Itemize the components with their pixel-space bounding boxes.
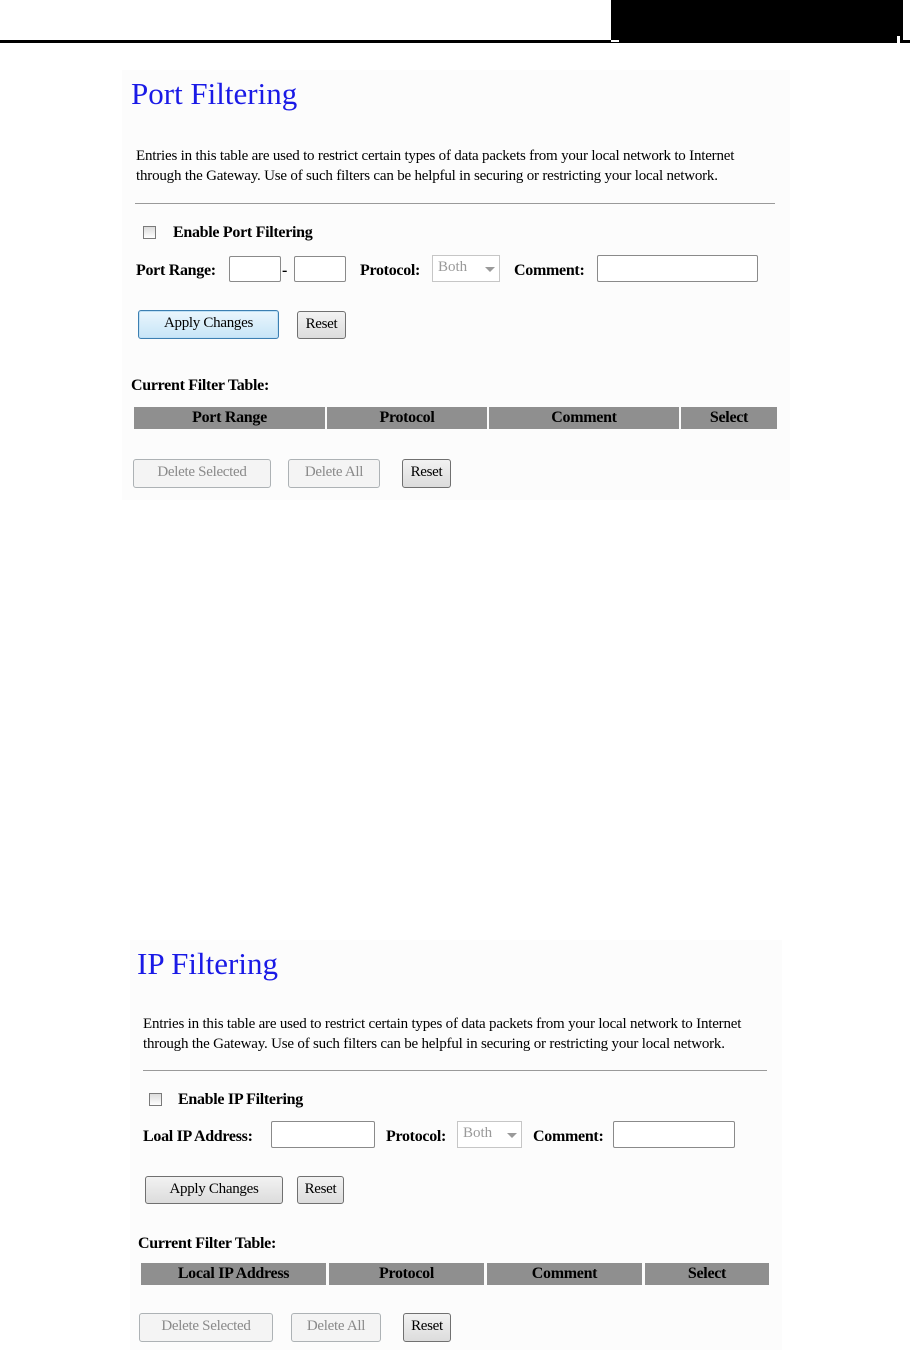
port-table-header-protocol: Protocol <box>327 407 487 429</box>
port-comment-input[interactable] <box>597 255 758 282</box>
chevron-down-icon <box>485 267 495 272</box>
header-black-tab <box>611 0 903 40</box>
ip-filtering-divider <box>143 1070 767 1071</box>
ip-table-header-local-ip-address: Local IP Address <box>141 1263 326 1285</box>
ip-filtering-description-line1: Entries in this table are used to restrict certain types of data packets from your local network to Internet <box>143 1016 742 1032</box>
port-apply-changes-button[interactable]: Apply Changes <box>138 310 279 339</box>
port-filtering-description-line1: Entries in this table are used to restrict certain types of data packets from your local network to Internet <box>136 148 735 164</box>
port-protocol-select[interactable] <box>432 255 500 282</box>
port-range-separator: - <box>282 262 288 279</box>
port-filtering-title: Port Filtering <box>131 76 298 111</box>
header-tab-tick <box>897 36 900 46</box>
ip-protocol-select-value: Both <box>463 1125 493 1141</box>
port-range-to-input[interactable] <box>294 256 346 282</box>
ip-filtering-title: IP Filtering <box>137 946 278 981</box>
port-filtering-divider <box>135 203 775 204</box>
port-filtering-panel <box>122 70 790 500</box>
local-ip-address-input[interactable] <box>271 1121 375 1148</box>
port-delete-all-button[interactable]: Delete All <box>288 459 380 488</box>
chevron-down-icon <box>507 1133 517 1138</box>
port-filtering-enable-checkbox[interactable] <box>143 226 156 239</box>
port-table-header-comment: Comment <box>489 407 679 429</box>
ip-apply-changes-button[interactable]: Apply Changes <box>145 1176 283 1204</box>
port-table-reset-button[interactable]: Reset <box>402 459 451 488</box>
port-delete-selected-button[interactable]: Delete Selected <box>133 459 271 488</box>
port-protocol-select-value: Both <box>438 259 468 275</box>
ip-protocol-label: Protocol: <box>386 1128 447 1145</box>
header-rule <box>0 40 910 43</box>
ip-reset-button[interactable]: Reset <box>297 1176 344 1204</box>
port-range-from-input[interactable] <box>229 256 281 282</box>
ip-table-header-select: Select <box>645 1263 769 1285</box>
ip-protocol-select[interactable] <box>457 1121 522 1148</box>
ip-filtering-enable-checkbox[interactable] <box>149 1093 162 1106</box>
port-protocol-label: Protocol: <box>360 262 421 279</box>
ip-table-header-comment: Comment <box>487 1263 642 1285</box>
local-ip-address-label: Loal IP Address: <box>143 1128 253 1145</box>
ip-current-filter-table-title: Current Filter Table: <box>138 1235 276 1252</box>
port-range-label: Port Range: <box>136 262 216 279</box>
ip-delete-all-button[interactable]: Delete All <box>291 1313 381 1342</box>
header-tab-notch <box>611 40 619 42</box>
port-comment-label: Comment: <box>514 262 585 279</box>
ip-table-header-protocol: Protocol <box>329 1263 484 1285</box>
ip-filtering-enable-label: Enable IP Filtering <box>178 1091 303 1108</box>
port-table-header-port-range: Port Range <box>134 407 325 429</box>
ip-comment-label: Comment: <box>533 1128 604 1145</box>
ip-filtering-description-line2: through the Gateway. Use of such filters can be helpful in securing or restricting your local network. <box>143 1036 725 1052</box>
ip-comment-input[interactable] <box>613 1121 735 1148</box>
port-reset-button[interactable]: Reset <box>297 311 346 339</box>
port-filtering-description-line2: through the Gateway. Use of such filters can be helpful in securing or restricting your local network. <box>136 168 718 184</box>
port-filtering-enable-label: Enable Port Filtering <box>173 224 313 241</box>
port-current-filter-table-title: Current Filter Table: <box>131 377 269 394</box>
ip-delete-selected-button[interactable]: Delete Selected <box>139 1313 273 1342</box>
port-table-header-select: Select <box>681 407 777 429</box>
ip-table-reset-button[interactable]: Reset <box>403 1313 451 1342</box>
